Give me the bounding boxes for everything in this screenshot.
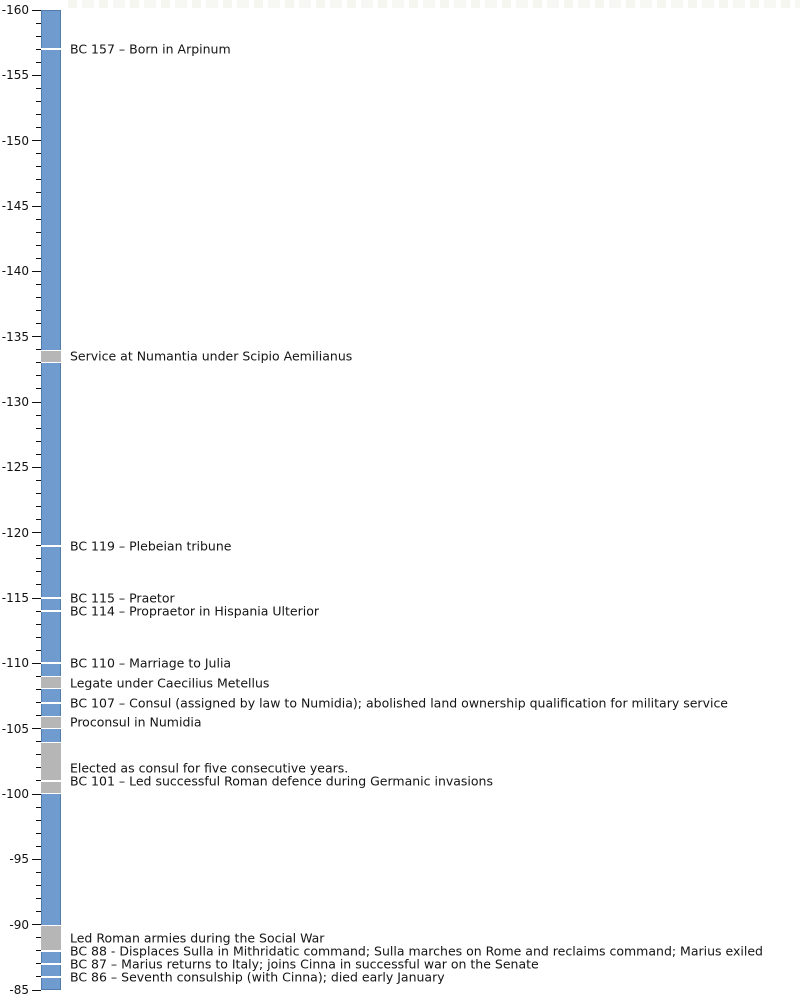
event-marker-line <box>41 963 61 965</box>
axis-major-tick <box>32 924 41 925</box>
period-label: Elected as consul for five consecutive years. <box>70 760 349 776</box>
period-segment <box>41 742 61 794</box>
axis-major-tick <box>32 10 41 11</box>
axis-tick-label: -135 <box>1 329 29 344</box>
period-label: Service at Numantia under Scipio Aemilianus <box>70 348 353 364</box>
event-marker-line <box>41 48 61 50</box>
axis-major-tick <box>32 402 41 403</box>
event-label: BC 110 – Marriage to Julia <box>70 655 232 671</box>
event-marker-line <box>41 976 61 978</box>
axis-tick-label: -140 <box>1 264 29 279</box>
event-label: BC 88 - Displaces Sulla in Mithridatic command; Sulla marches on Rome and reclaims command; Marius exiled <box>70 943 763 959</box>
axis-major-tick <box>32 794 41 795</box>
event-label: BC 107 – Consul (assigned by law to Numidia); abolished land ownership qualification for military service <box>70 695 729 711</box>
lifespan-bar <box>41 10 61 990</box>
axis-tick-label: -145 <box>1 199 29 213</box>
axis-major-tick <box>32 728 41 729</box>
event-marker-line <box>41 702 61 704</box>
axis-tick-label: -90 <box>9 917 29 932</box>
event-label: BC 114 – Propraetor in Hispania Ulterior <box>70 603 320 619</box>
axis-major-tick <box>32 598 41 599</box>
axis-major-tick <box>32 140 41 141</box>
period-label: Proconsul in Numidia <box>70 714 202 730</box>
event-marker-line <box>41 780 61 782</box>
axis-major-tick <box>32 206 41 207</box>
period-label: Led Roman armies during the Social War <box>70 930 325 946</box>
axis-major-tick <box>32 75 41 76</box>
period-segment <box>41 350 61 363</box>
event-marker-line <box>41 597 61 599</box>
event-label: BC 157 – Born in Arpinum <box>70 41 231 57</box>
axis-major-tick <box>32 336 41 337</box>
period-segment <box>41 716 61 729</box>
event-label: BC 119 – Plebeian tribune <box>70 538 232 554</box>
axis-tick-label: -160 <box>1 3 29 17</box>
event-label: BC 115 – Praetor <box>70 590 175 606</box>
axis-tick-label: -115 <box>1 591 29 605</box>
axis-tick-label: -95 <box>9 852 29 867</box>
axis-tick-label: -150 <box>1 133 29 148</box>
axis-tick-label: -125 <box>1 460 29 475</box>
axis-tick-label: -100 <box>1 787 29 801</box>
axis-major-tick <box>32 663 41 664</box>
axis-major-tick <box>32 990 41 991</box>
event-label: BC 87 – Marius returns to Italy; joins Cinna in successful war on the Senate <box>70 956 539 972</box>
axis-tick-label: -105 <box>1 721 29 736</box>
axis-tick-label: -130 <box>1 395 29 409</box>
axis-tick-label: -110 <box>1 656 29 671</box>
event-marker-line <box>41 610 61 612</box>
event-label: BC 86 – Seventh consulship (with Cinna); died early January <box>70 969 445 985</box>
period-segment <box>41 925 61 951</box>
period-label: Legate under Caecilius Metellus <box>70 675 270 691</box>
axis-tick-label: -120 <box>1 525 29 540</box>
axis-major-tick <box>32 532 41 533</box>
event-marker-line <box>41 950 61 952</box>
event-marker-line <box>41 662 61 664</box>
event-label: BC 101 – Led successful Roman defence during Germanic invasions <box>70 773 493 789</box>
axis-tick-label: -155 <box>1 68 29 83</box>
axis-tick-label: -85 <box>9 983 29 997</box>
period-segment <box>41 676 61 689</box>
axis-major-tick <box>32 859 41 860</box>
clipped-faint-text-artifact <box>68 0 800 8</box>
axis-major-tick <box>32 467 41 468</box>
event-marker-line <box>41 545 61 547</box>
axis-major-tick <box>32 271 41 272</box>
